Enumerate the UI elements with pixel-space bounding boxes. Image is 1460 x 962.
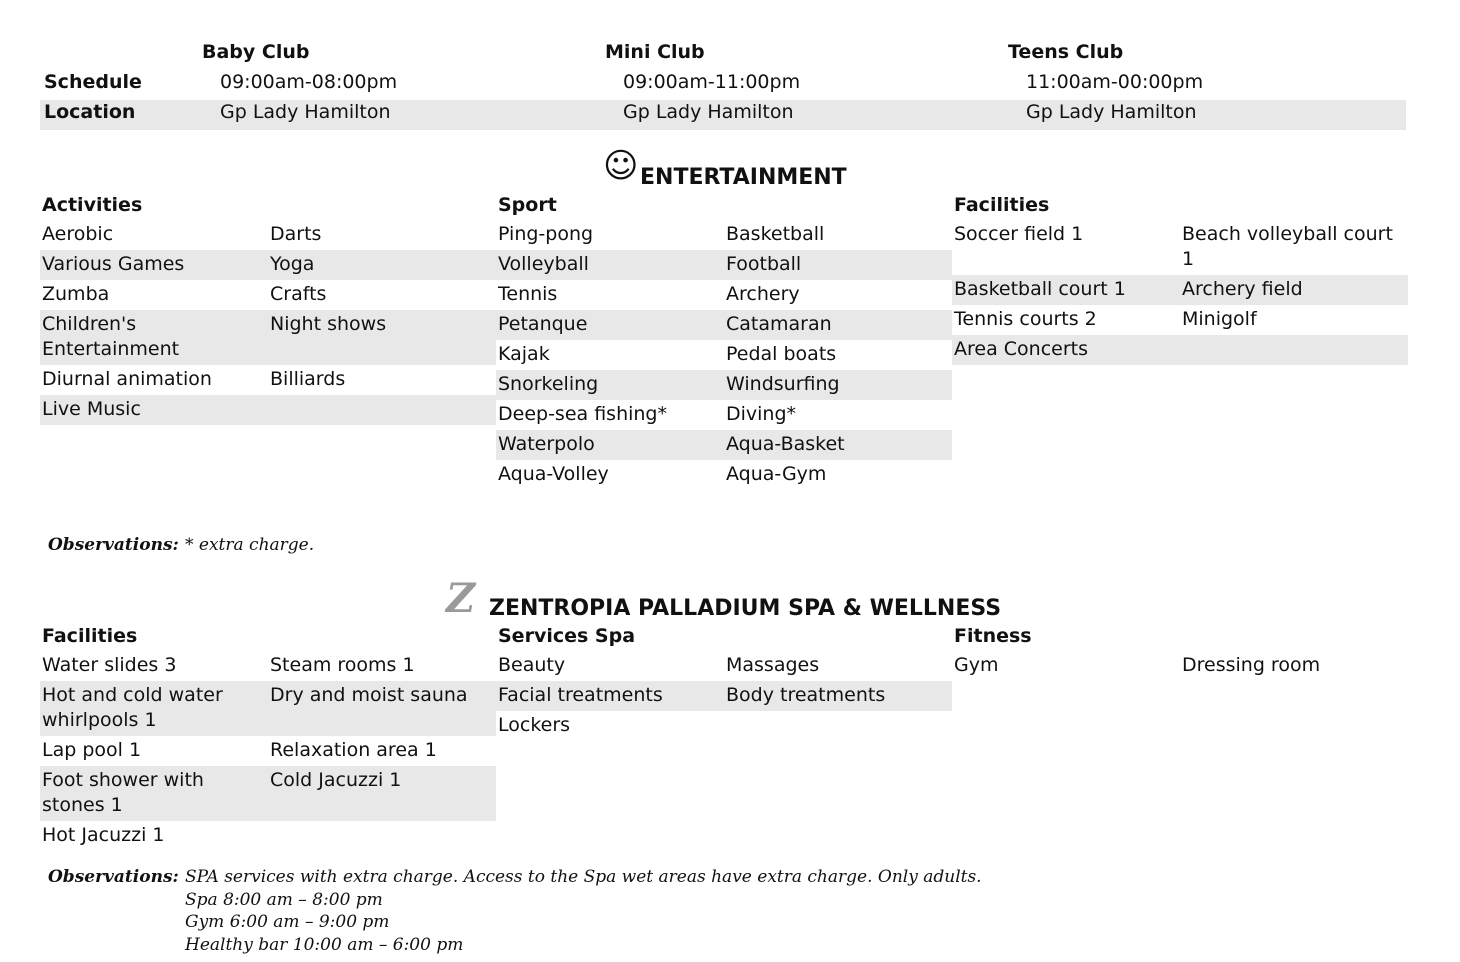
list-item: Facial treatments <box>498 684 663 706</box>
list-row <box>40 821 496 851</box>
list-item <box>1180 335 1408 365</box>
spa-facilities-group <box>40 623 496 851</box>
list-item: Catamaran <box>726 313 832 335</box>
list-item: Various Games <box>42 253 185 275</box>
list-item: Dressing room <box>1182 654 1321 676</box>
club-header-mini: Mini Club <box>605 41 705 63</box>
list-row <box>40 766 496 821</box>
list-row <box>496 711 952 741</box>
list-item: Kajak <box>498 343 550 365</box>
list-row <box>952 305 1408 335</box>
list-item: Relaxation area 1 <box>270 739 437 761</box>
list-item: Aqua-Basket <box>726 433 845 455</box>
club-header-teens: Teens Club <box>1008 41 1124 63</box>
entertainment-title: ENTERTAINMENT <box>640 165 847 190</box>
list-row <box>40 651 496 681</box>
list-item: Deep-sea fishing* <box>498 403 667 425</box>
list-row <box>952 651 1408 681</box>
list-item: Tennis <box>498 283 558 305</box>
clubs-corner <box>40 40 202 70</box>
list-row <box>40 250 496 280</box>
list-item: Pedal boats <box>726 343 837 365</box>
list-item: Beach volleyball court 1 <box>1182 223 1393 270</box>
fitness-group <box>952 623 1408 681</box>
list-item: Hot and cold water whirlpools 1 <box>42 684 223 731</box>
list-row <box>496 651 952 681</box>
list-item: Beauty <box>498 654 566 676</box>
list-item: Foot shower with stones 1 <box>42 769 204 816</box>
list-item: Waterpolo <box>498 433 595 455</box>
clubs-header-row <box>40 40 1406 70</box>
group-title: Facilities <box>42 625 138 647</box>
list-item: Live Music <box>42 398 141 420</box>
list-item: Aqua-Gym <box>726 463 827 485</box>
row-label-location: Location <box>40 100 202 130</box>
list-row <box>40 280 496 310</box>
entertainment-observations <box>48 534 1348 558</box>
group-title: Activities <box>42 194 143 216</box>
list-row <box>496 400 952 430</box>
list-item: Archery <box>726 283 800 305</box>
observations-label: Observations: <box>48 535 179 555</box>
list-item: Billiards <box>270 368 346 390</box>
list-item <box>724 711 952 741</box>
list-item: Minigolf <box>1182 308 1257 330</box>
list-item: Massages <box>726 654 820 676</box>
list-row <box>496 681 952 711</box>
list-row <box>40 395 496 425</box>
schedule-teens: 11:00am-00:00pm <box>1026 71 1204 93</box>
list-row <box>496 460 952 490</box>
club-header-baby: Baby Club <box>202 41 310 63</box>
clubs-location-row <box>40 100 1406 130</box>
smiley-icon: ☺ <box>603 146 639 186</box>
list-row <box>952 275 1408 305</box>
list-row <box>496 310 952 340</box>
list-item: Volleyball <box>498 253 589 275</box>
list-row <box>952 220 1408 275</box>
row-label-schedule: Schedule <box>44 71 142 93</box>
list-item <box>268 821 496 851</box>
schedule-baby: 09:00am-08:00pm <box>220 71 398 93</box>
list-item: Tennis courts 2 <box>954 308 1097 330</box>
observations-line: Spa 8:00 am – 8:00 pm <box>185 889 383 910</box>
group-title: Facilities <box>954 194 1050 216</box>
list-item: Football <box>726 253 802 275</box>
list-item: Archery field <box>1182 278 1303 300</box>
location-teens: Gp Lady Hamilton <box>1008 100 1406 130</box>
list-item: Aerobic <box>42 223 114 245</box>
list-item: Cold Jacuzzi 1 <box>270 769 402 791</box>
list-row <box>40 736 496 766</box>
list-item: Darts <box>270 223 322 245</box>
list-item: Steam rooms 1 <box>270 654 415 676</box>
list-row <box>496 370 952 400</box>
observations-line: SPA services with extra charge. Access to the Spa wet areas have extra charge. Only adults. <box>185 867 982 887</box>
list-item: Diving* <box>726 403 797 425</box>
spa-title: ZENTROPIA PALLADIUM SPA & WELLNESS <box>489 596 1002 621</box>
list-item: Gym <box>954 654 999 676</box>
list-item: Night shows <box>270 313 387 335</box>
list-row <box>496 280 952 310</box>
list-row <box>40 681 496 736</box>
location-mini: Gp Lady Hamilton <box>605 100 1008 130</box>
list-row <box>496 220 952 250</box>
list-row <box>496 340 952 370</box>
schedule-mini: 09:00am-11:00pm <box>623 71 801 93</box>
list-item: Basketball court 1 <box>954 278 1126 300</box>
list-row <box>952 335 1408 365</box>
location-baby: Gp Lady Hamilton <box>202 100 605 130</box>
list-item: Basketball <box>726 223 825 245</box>
list-item: Yoga <box>270 253 315 275</box>
list-item: Water slides 3 <box>42 654 177 676</box>
list-row <box>496 250 952 280</box>
list-item: Crafts <box>270 283 327 305</box>
group-title: Services Spa <box>498 625 636 647</box>
list-row <box>496 430 952 460</box>
list-item: Windsurfing <box>726 373 840 395</box>
list-row <box>40 310 496 365</box>
group-title: Sport <box>498 194 557 216</box>
observations-label: Observations: <box>48 867 179 887</box>
activities-group <box>40 192 496 425</box>
list-item: Lockers <box>498 714 571 736</box>
entertainment-facilities-group <box>952 192 1408 365</box>
list-item: Petanque <box>498 313 588 335</box>
list-item: Diurnal animation <box>42 368 212 390</box>
list-item <box>268 395 496 425</box>
group-title: Fitness <box>954 625 1032 647</box>
list-item: Area Concerts <box>954 338 1088 360</box>
observations-line: Healthy bar 10:00 am – 6:00 pm <box>185 934 464 955</box>
list-item: Hot Jacuzzi 1 <box>42 824 165 846</box>
sport-group <box>496 192 952 490</box>
list-item: Aqua-Volley <box>498 463 609 485</box>
list-item: Ping-pong <box>498 223 594 245</box>
list-item: Dry and moist sauna <box>270 684 468 706</box>
spa-services-group <box>496 623 952 741</box>
spa-observations <box>48 866 1348 958</box>
list-row <box>40 220 496 250</box>
list-item: Soccer field 1 <box>954 223 1084 245</box>
list-item: Body treatments <box>726 684 886 706</box>
list-row <box>40 365 496 395</box>
zentropia-logo-icon: Z <box>446 575 476 622</box>
list-item: Zumba <box>42 283 110 305</box>
clubs-schedule-row <box>40 70 1406 100</box>
observations-text: * extra charge. <box>185 535 315 555</box>
list-item: Lap pool 1 <box>42 739 142 761</box>
clubs-table <box>40 40 1406 130</box>
observations-line: Gym 6:00 am – 9:00 pm <box>185 912 390 932</box>
list-item: Snorkeling <box>498 373 599 395</box>
list-item: Children's Entertainment <box>42 313 180 360</box>
